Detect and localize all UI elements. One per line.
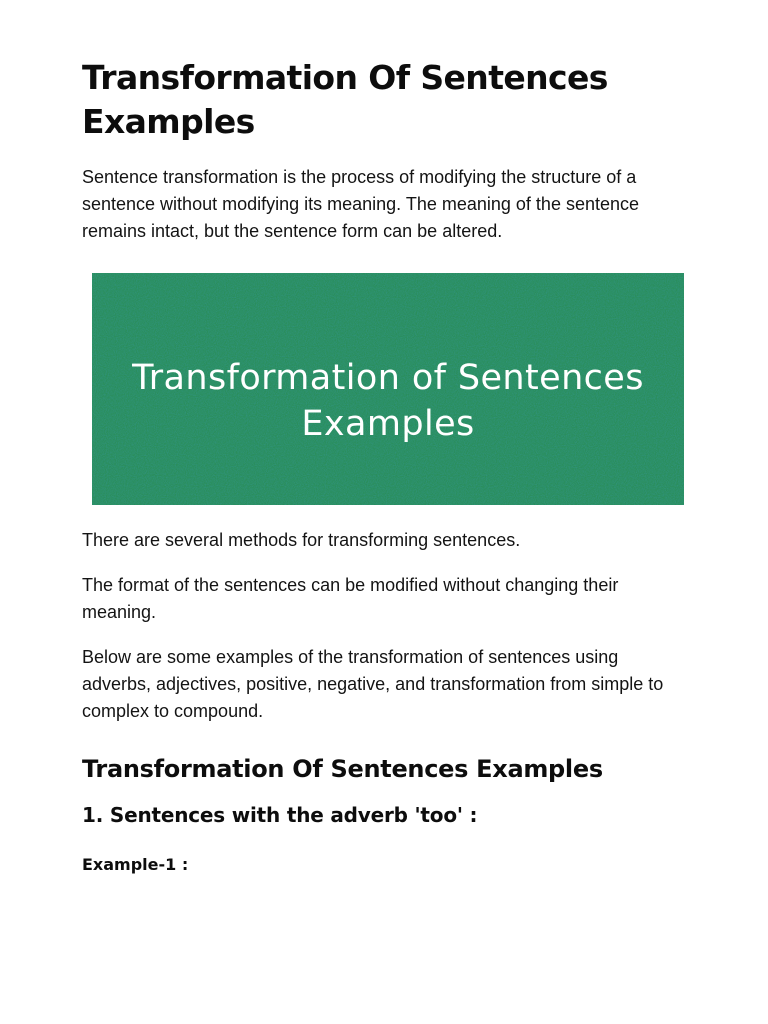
banner-caption-line-2: Examples bbox=[301, 404, 475, 444]
paragraph-format: The format of the sentences can be modified without changing their meaning. bbox=[82, 575, 619, 622]
paragraph-methods: There are several methods for transforming sentences. bbox=[82, 530, 521, 550]
article bbox=[82, 56, 690, 877]
banner-caption bbox=[92, 355, 684, 447]
section-heading: Transformation Of Sentences Examples bbox=[82, 755, 603, 783]
paragraph-examples-overview: Below are some examples of the transformation of sentences using adverbs, adjectives, positive, negative, and transformation from simple to complex to compound. bbox=[82, 647, 664, 721]
banner-caption-line-1: Transformation of Sentences bbox=[132, 358, 644, 398]
subsection-heading: 1. Sentences with the adverb 'too' : bbox=[82, 803, 478, 827]
example-label: Example-1 : bbox=[82, 855, 189, 874]
page-title: Transformation Of Sentences Examples bbox=[82, 58, 608, 141]
banner-image bbox=[92, 273, 684, 505]
intro-paragraph: Sentence transformation is the process of modifying the structure of a sentence without modifying its meaning. The meaning of the sentence remains intact, but the sentence form can be altered. bbox=[82, 167, 640, 241]
